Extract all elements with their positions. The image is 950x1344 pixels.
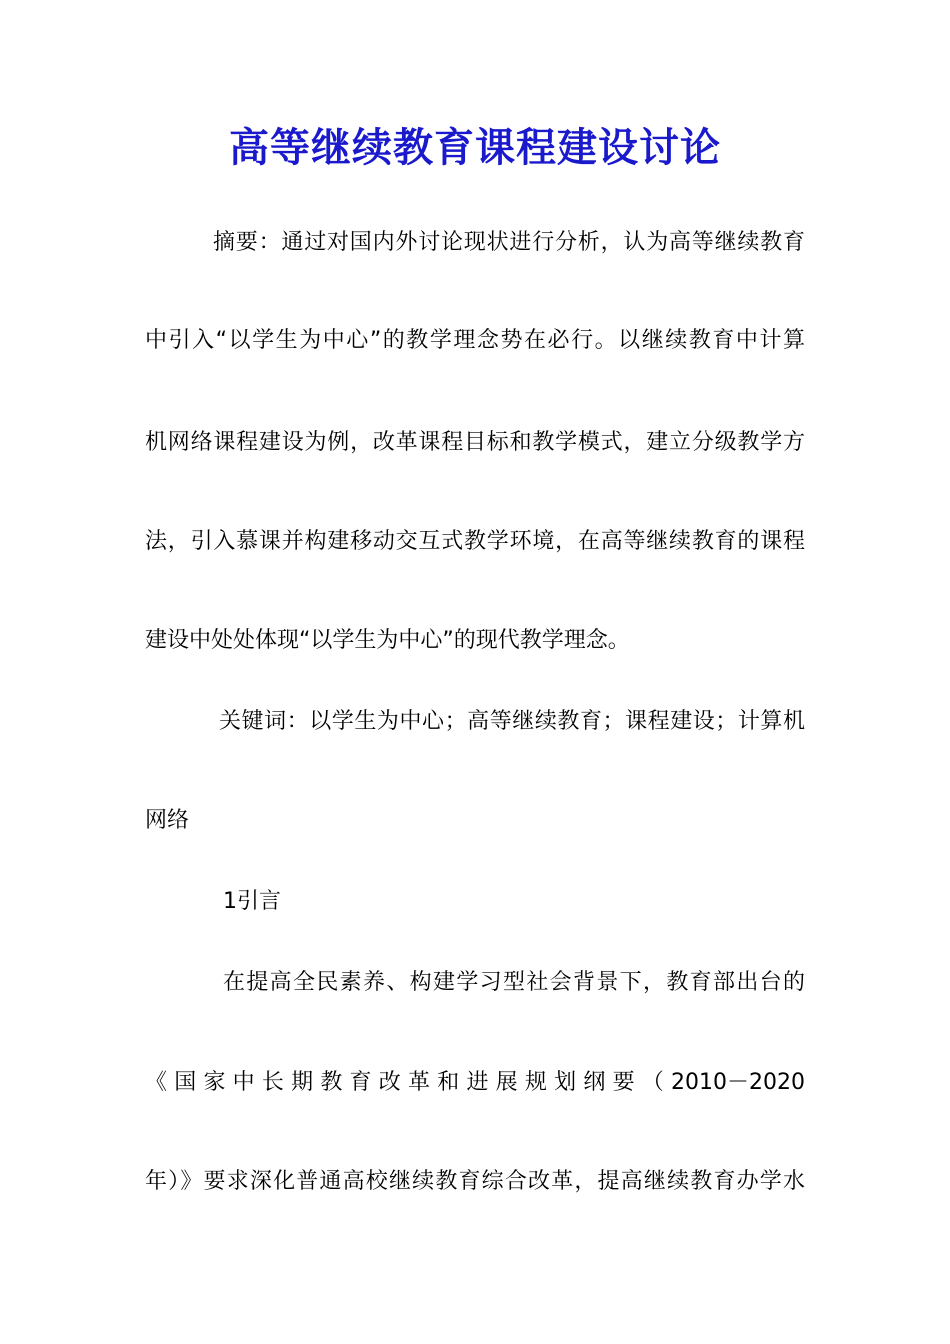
abstract-line-3: 机网络课程建设为例，改革课程目标和教学模式，建立分级教学方 <box>145 430 805 455</box>
abstract-line-2: 中引入“以学生为中心”的教学理念势在必行。以继续教育中计算 <box>145 328 805 353</box>
keywords-line-2: 网络 <box>145 808 190 833</box>
body-line-3: 年）》要求深化普通高校继续教育综合改革，提高继续教育办学水 <box>145 1169 805 1194</box>
abstract-line-1: 摘要：通过对国内外讨论现状进行分析，认为高等继续教育 <box>213 230 805 255</box>
abstract-line-5: 建设中处处体现“以学生为中心”的现代教学理念。 <box>145 628 630 653</box>
abstract-line-4: 法，引入慕课并构建移动交互式教学环境，在高等继续教育的课程 <box>145 529 805 554</box>
section-heading-introduction: 1引言 <box>223 889 281 914</box>
body-line-1: 在提高全民素养、构建学习型社会背景下，教育部出台的 <box>223 970 805 995</box>
document-title: 高等继续教育课程建设讨论 <box>229 124 721 171</box>
keywords-line-1: 关键词：以学生为中心；高等继续教育；课程建设；计算机 <box>219 709 805 734</box>
body-line-2: 《国家中长期教育改革和进展规划纲要（2010－2020 <box>145 1070 805 1095</box>
